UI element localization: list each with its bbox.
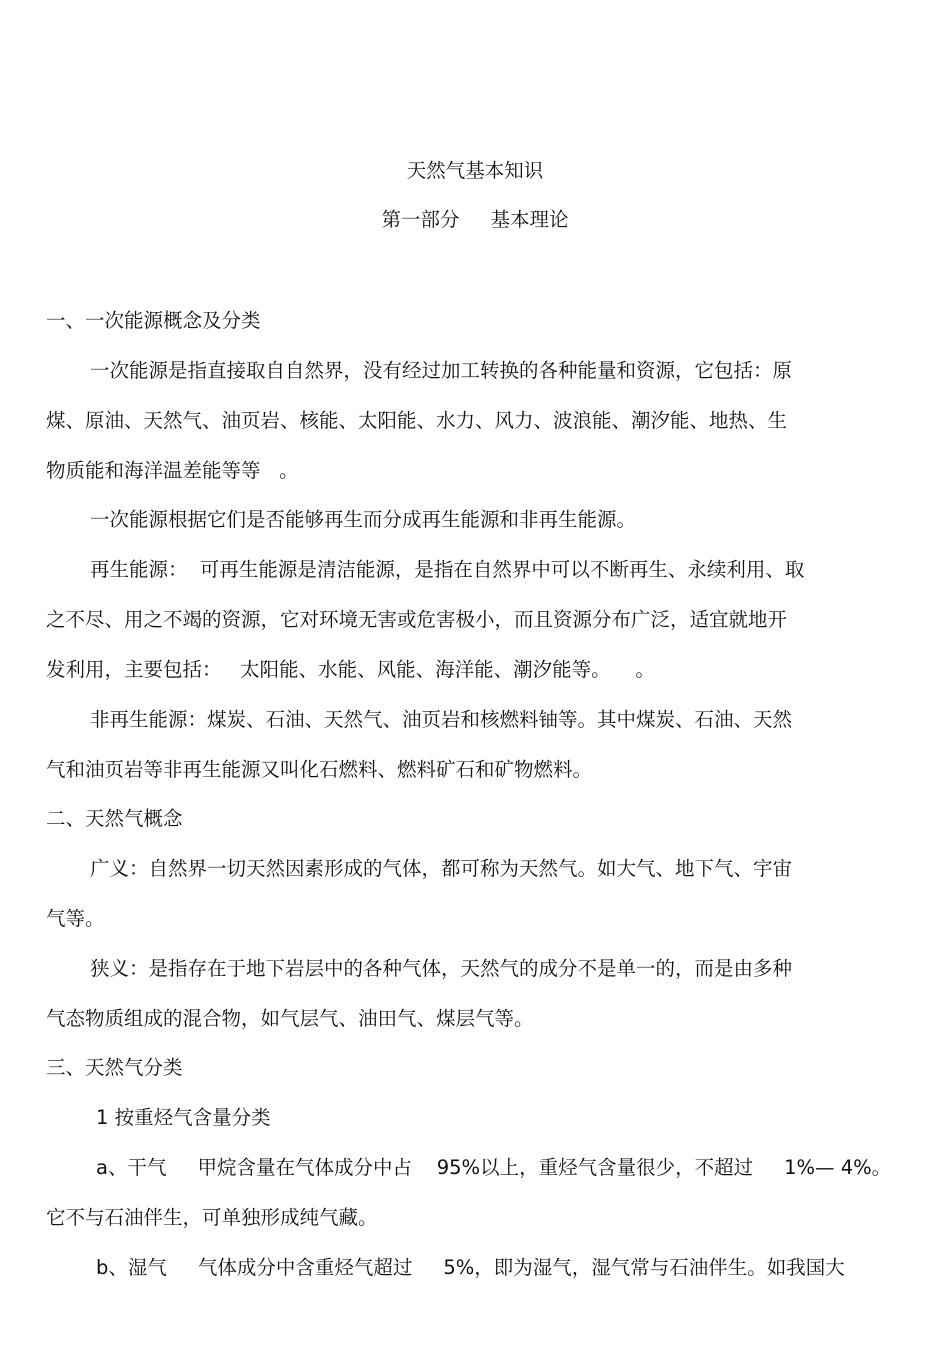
subsection-heading: 1 按重烃气含量分类 [96, 1106, 271, 1129]
paragraph-line: 非再生能源：煤炭、石油、天然气、油页岩和核燃料铀等。其中煤炭、石油、天然 [90, 708, 793, 731]
paragraph-line: 再生能源： 可再生能源是清洁能源，是指在自然界中可以不断再生、永续利用、取 [90, 558, 805, 581]
paragraph-line: 一次能源根据它们是否能够再生而分成再生能源和非再生能源。 [90, 508, 637, 531]
paragraph-line: 煤、原油、天然气、油页岩、核能、太阳能、水力、风力、波浪能、潮汐能、地热、生 [46, 409, 788, 432]
paragraph-line: 它不与石油伴生，可单独形成纯气藏。 [46, 1206, 378, 1229]
section-heading-3: 三、天然气分类 [46, 1056, 183, 1079]
paragraph-line: a、干气 甲烷含量在气体成分中占 95%以上，重烃气含量很少，不超过 1%— 4%。 [96, 1156, 892, 1179]
paragraph-line: 气和油页岩等非再生能源又叫化石燃料、燃料矿石和矿物燃料。 [46, 758, 593, 781]
part-title: 第一部分 基本理论 [381, 208, 569, 231]
paragraph-line: 发利用，主要包括： 太阳能、水能、风能、海洋能、潮汐能等。 。 [46, 658, 655, 681]
paragraph-line: 物质能和海洋温差能等等 。 [46, 459, 299, 482]
paragraph-line: 之不尽、用之不竭的资源，它对环境无害或危害极小，而且资源分布广泛，适宜就地开 [46, 608, 788, 631]
section-heading-1: 一、一次能源概念及分类 [46, 309, 261, 332]
paragraph-line: 气态物质组成的混合物，如气层气、油田气、煤层气等。 [46, 1007, 534, 1030]
paragraph-line: b、湿气 气体成分中含重烃气超过 5%，即为湿气，湿气常与石油伴生。如我国大 [96, 1256, 845, 1279]
paragraph-line: 一次能源是指直接取自自然界，没有经过加工转换的各种能量和资源，它包括：原 [90, 359, 793, 382]
paragraph-line: 狭义：是指存在于地下岩层中的各种气体，天然气的成分不是单一的，而是由多种 [90, 957, 793, 980]
section-heading-2: 二、天然气概念 [46, 807, 183, 830]
paragraph-line: 气等。 [46, 907, 105, 930]
document-title: 天然气基本知识 [406, 159, 544, 182]
paragraph-line: 广义：自然界一切天然因素形成的气体，都可称为天然气。如大气、地下气、宇宙 [90, 857, 793, 880]
